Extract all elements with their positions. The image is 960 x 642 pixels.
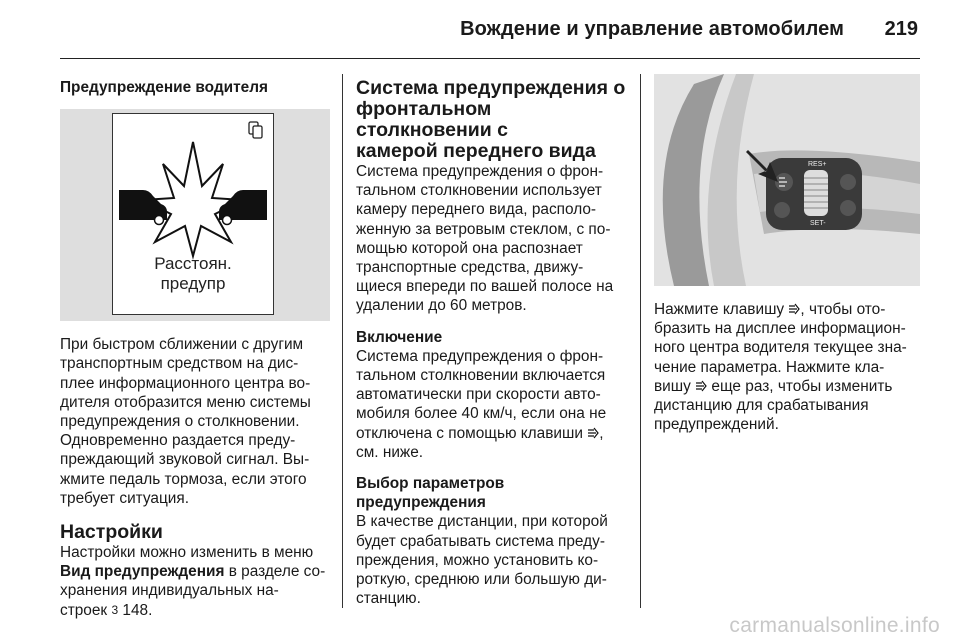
text-line: см. ниже.	[356, 443, 424, 461]
watermark-url: carmanualsonline.info	[729, 614, 940, 637]
heading-line: Выбор параметров	[356, 475, 505, 493]
settings-paragraph	[60, 543, 330, 621]
text-line	[654, 377, 922, 396]
fcw-button-icon	[788, 301, 800, 313]
steering-wheel-illustration	[654, 74, 920, 286]
text-line: предупреждений.	[654, 416, 779, 434]
text-line: преждения, можно установить ко-	[356, 551, 599, 569]
text-line: будет срабатывать система преду-	[356, 532, 605, 550]
heading-line: фронтальном столкновении с	[356, 98, 508, 141]
steering-wheel-figure	[654, 74, 920, 286]
adaptive-button	[840, 200, 856, 216]
section-heading-fcw	[356, 78, 628, 162]
enable-paragraph	[356, 347, 628, 462]
column-divider-2	[640, 74, 641, 608]
text-line: удалении до 60 метров.	[356, 297, 527, 315]
set-label: SET-	[810, 220, 826, 227]
fcw-button-icon	[587, 425, 599, 437]
text-line: бразить на дисплее информацион-	[654, 320, 906, 338]
fcw-button-icon	[695, 378, 707, 390]
text-line: автоматически при скорости авто-	[356, 386, 601, 404]
text-line: камеру переднего вида, располо-	[356, 201, 597, 219]
text-line	[60, 562, 330, 581]
text-line: женную за ветровым стеклом, с по-	[356, 220, 611, 238]
page-reference-arrow-icon[interactable]: 3	[111, 602, 119, 617]
driver-warning-paragraph	[60, 335, 330, 508]
text-line: Система предупреждения о фрон-	[356, 347, 604, 365]
fcw-intro-paragraph	[356, 162, 628, 316]
text-line: щиеся впереди по вашей полосе на	[356, 278, 614, 296]
text-fragment: отключена с помощью клавиши	[356, 424, 583, 442]
text-fragment: еще раз, чтобы изменить	[707, 377, 893, 395]
text-line: тальном столкновении включается	[356, 367, 606, 385]
text-line: транспортным средством на дис-	[60, 355, 299, 373]
text-line	[654, 300, 922, 319]
res-label: RES+	[808, 161, 827, 168]
text-line: плее информационного центра во-	[60, 374, 311, 392]
text-line: тальном столкновении использует	[356, 182, 602, 200]
text-line: станцию.	[356, 590, 421, 608]
text-line: предупреждения о столкновении.	[60, 413, 300, 431]
header-rule	[60, 58, 920, 59]
column-3	[654, 78, 922, 434]
text-line: дителя отобразится меню системы	[60, 393, 311, 411]
column-2	[356, 78, 628, 608]
settings-heading: Настройки	[60, 521, 163, 544]
thumbwheel	[804, 170, 828, 216]
column-1	[60, 78, 330, 621]
limiter-button	[840, 174, 856, 190]
menu-reference[interactable]: Вид предупреждения	[60, 563, 225, 581]
text-line: Система предупреждения о фрон-	[356, 163, 604, 180]
text-line: Настройки можно изменить в меню	[60, 544, 314, 562]
text-fragment: Нажмите клавишу	[654, 301, 785, 318]
page-header-title: Вождение и управление автомобилем	[460, 18, 844, 40]
text-line: мобиля более 40 км/ч, если она не	[356, 405, 607, 423]
text-line: При быстром сближении с другим	[60, 336, 304, 354]
instruction-paragraph	[654, 300, 922, 434]
explosion-star-icon	[143, 142, 243, 256]
text-line: жмите педаль тормоза, если этого	[60, 470, 307, 488]
page-number: 219	[884, 18, 918, 40]
text-line: ного центра водителя текущее зна-	[654, 339, 907, 357]
text-line: отключена с помощью клавиши ,	[356, 424, 604, 442]
text-line: требует ситуация.	[60, 489, 189, 507]
text-line	[60, 601, 330, 621]
figure-label-line1: Расстоян.	[154, 254, 232, 274]
text-line: транспортные средства, движу-	[356, 259, 584, 277]
text-line: хранения индивидуальных на-	[60, 582, 279, 600]
text-line: преждающий звуковой сигнал. Вы-	[60, 451, 310, 469]
text-fragment: вишу	[654, 377, 691, 395]
section-heading-driver-warning: Предупреждение водителя	[60, 79, 268, 96]
figure-label-line2: предупр	[160, 274, 226, 294]
warning-panel	[112, 113, 274, 315]
text-line: чение параметра. Нажмите кла-	[654, 358, 885, 376]
enable-heading: Включение	[356, 328, 443, 346]
text-line: дистанцию для срабатывания	[654, 397, 869, 415]
column-divider-1	[342, 74, 343, 608]
text-line: роткую, среднюю или большую ди-	[356, 571, 607, 589]
heading-line: Система предупреждения о	[356, 77, 626, 99]
heading-line: камерой переднего вида	[356, 140, 596, 162]
params-heading	[356, 474, 628, 512]
cruise-button	[774, 202, 790, 218]
text-line: мощью которой она распознает	[356, 239, 583, 257]
text-line: Одновременно раздается преду-	[60, 432, 296, 450]
text-line: В качестве дистанции, при которой	[356, 513, 608, 531]
heading-line: предупреждения	[356, 494, 486, 512]
text-fragment: , чтобы ото-	[800, 301, 886, 318]
page-reference[interactable]: 148.	[118, 601, 153, 619]
params-paragraph	[356, 512, 628, 608]
text-fragment: строек	[60, 601, 112, 619]
copy-icon	[249, 122, 262, 138]
warning-display-figure	[60, 109, 330, 321]
text-fragment: в разделе со-	[224, 563, 326, 581]
